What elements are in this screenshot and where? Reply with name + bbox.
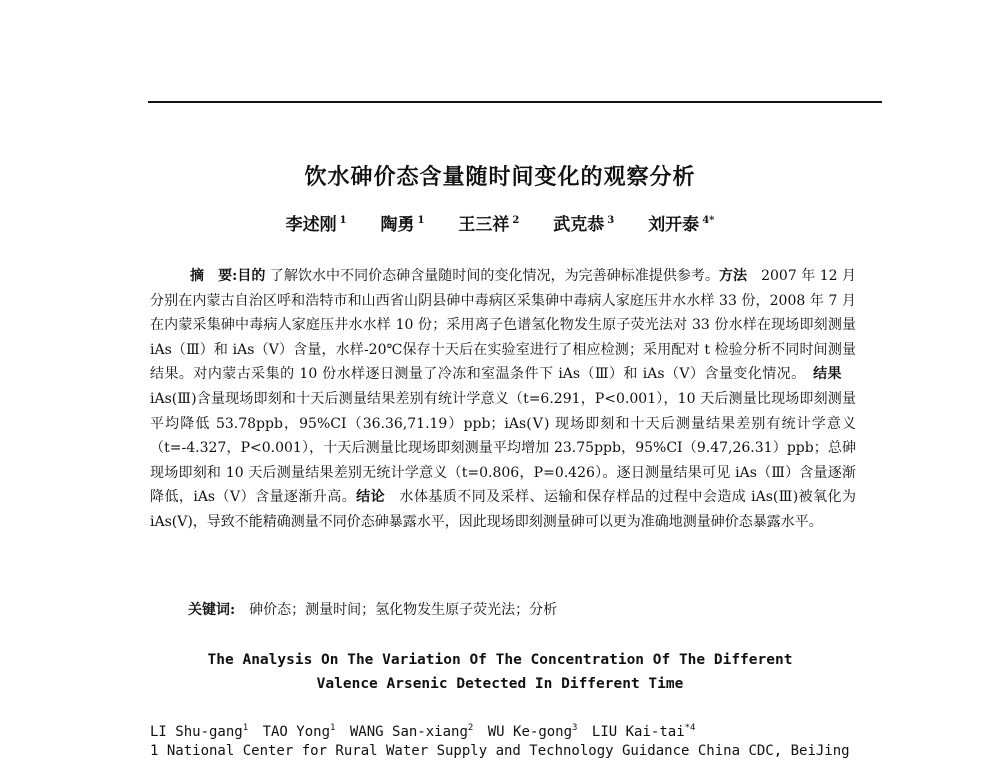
conclusion-text: 水体基质不同及采样、运输和保存样品的过程中会造成 iAs(Ⅲ)被氧化为 iAs(Ⅴ)，导致不能精确测量不同价态砷暴露水平，因此现场即刻测量砷可以更为准确地测量砷价态暴露水平。 — [150, 489, 856, 530]
english-author: LIU Kai-tai$^{*4}$ — [591, 723, 696, 740]
abstract-label: 摘 要: — [190, 268, 238, 284]
abstract — [150, 264, 856, 535]
results-label: 结果 — [813, 366, 843, 383]
author-list — [0, 210, 1000, 235]
english-title-line: Valence Arsenic Detected In Different Time — [316, 676, 684, 692]
objective-label: 目的 — [237, 268, 266, 284]
english-title — [0, 648, 1000, 696]
author: 刘开泰 $^{4*}$ — [648, 215, 715, 235]
english-title-line: The Analysis On The Variation Of The Concentration Of The Different — [207, 652, 793, 668]
methods-label: 方法 — [718, 268, 748, 284]
english-author: LI Shu-gang$^1$ — [150, 723, 249, 740]
methods-text: 2007 年 12 月分别在内蒙古自治区呼和浩特市和山西省山阴县砷中毒病区采集砷中毒病人家庭压井水水样 33 份，2008 年 7 月在内蒙采集砷中毒病人家庭压井水水样 10 份；采用离子色谱氢化物发生原子荧光法对 33 份水样在现场即刻测量 iAs（Ⅲ）和 iAs（Ⅴ）含量，水样-20℃保存十天后在实验室进行了相应检测；采用配对 t 检验分析不同时间测量结果。对内蒙古采集的 10 份水样逐日测量了冷冻和室温条件下 iAs（Ⅲ）和 iAs（Ⅴ）含量变化情况。 — [150, 268, 857, 383]
header-rule — [148, 101, 882, 103]
english-author: WANG San-xiang$^2$ — [349, 723, 474, 740]
author: 武克恭 $^3$ — [553, 215, 615, 235]
affiliation: 1 National Center for Rural Water Supply and Technology Guidance China CDC, BeiJing — [150, 743, 850, 759]
results-text: iAs(Ⅲ)含量现场即刻和十天后测量结果差别有统计学意义（t=6.291，P<0.001），10 天后测量比现场即刻测量平均降低 53.78ppb，95%CI（36.36,71.19）ppb；iAs(Ⅴ) 现场即刻和十天后测量结果差别有统计学意义（t=-4.327，P<0.001），十天后测量比现场即刻测量平均增加 23.75ppb，95%CI（9.47,26.31）ppb；总砷现场即刻和 10 天后测量结果差别无统计学意义（t=0.806，P=0.426）。逐日测量结果可见 iAs（Ⅲ）含量逐渐降低，iAs（Ⅴ）含量逐渐升高。 — [150, 366, 857, 506]
english-author: TAO Yong$^1$ — [262, 723, 336, 740]
keywords-text: 砷价态；测量时间；氢化物发生原子荧光法；分析 — [235, 602, 558, 618]
paper-title: 饮水砷价态含量随时间变化的观察分析 — [304, 164, 696, 190]
author: 陶勇 $^1$ — [380, 215, 425, 235]
author: 李述刚 $^1$ — [285, 215, 347, 235]
english-author-list — [150, 718, 701, 742]
author: 王三祥 $^2$ — [458, 215, 520, 235]
keywords-label: 关键词: — [188, 602, 236, 618]
keywords — [188, 598, 557, 622]
english-author: WU Ke-gong$^3$ — [487, 723, 578, 740]
conclusion-label: 结论 — [356, 489, 386, 506]
objective-text: 了解饮水中不同价态砷含量随时间的变化情况，为完善砷标准提供参考。 — [265, 268, 719, 284]
